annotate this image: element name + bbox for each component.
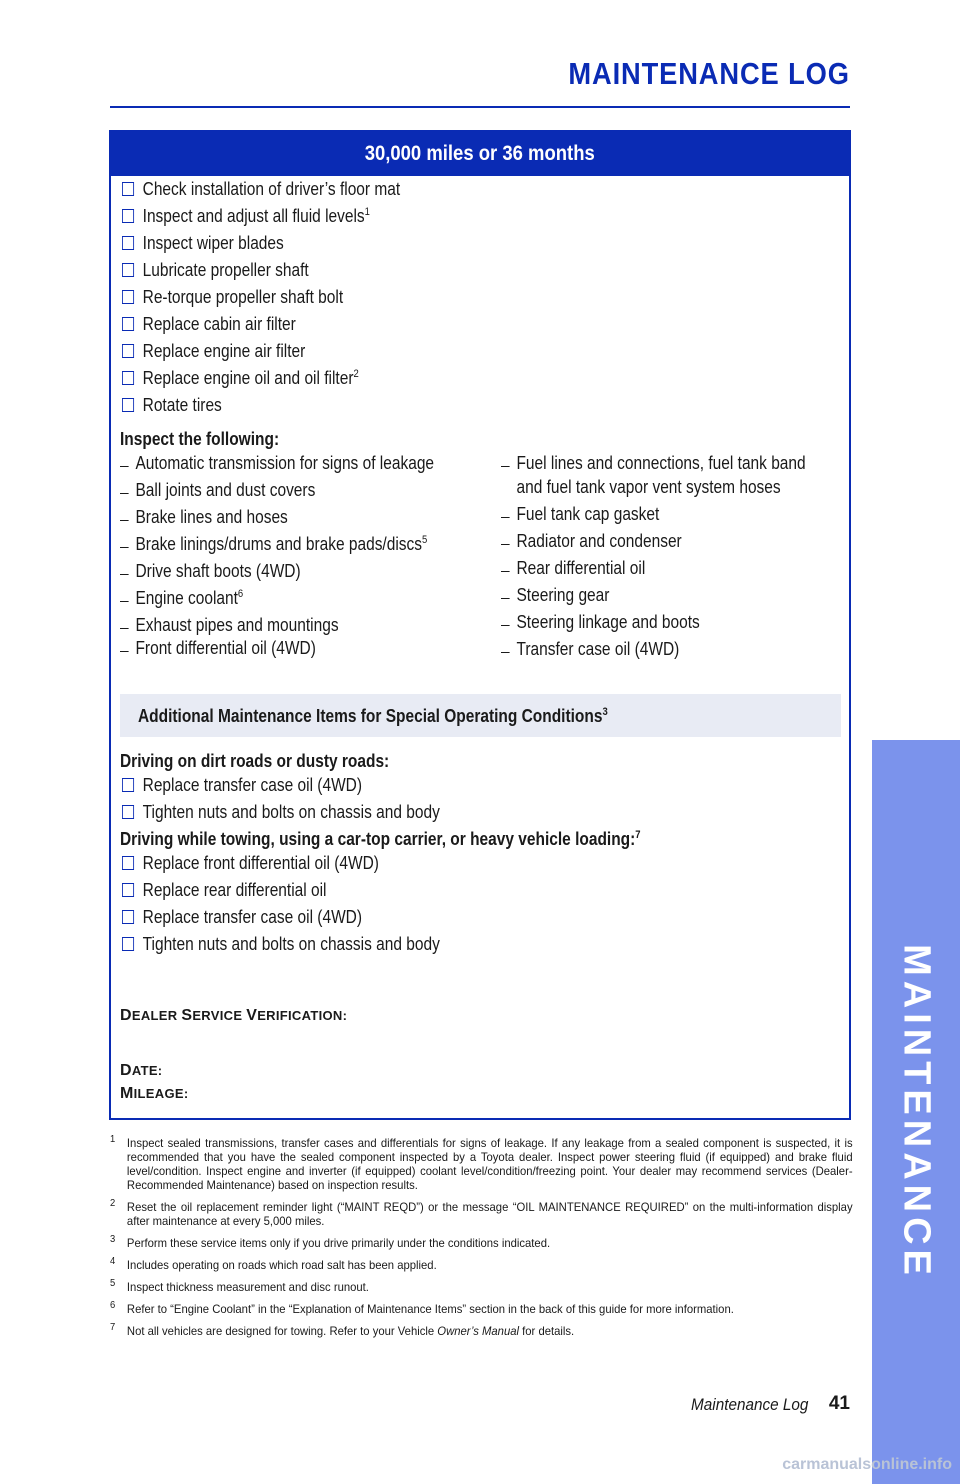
inspect-item bbox=[501, 452, 806, 474]
item-text: Fuel lines and connections, fuel tank band bbox=[516, 453, 806, 473]
item-text: Replace engine oil and oil filter bbox=[142, 368, 354, 388]
dirt-roads-heading: Driving on dirt roads or dusty roads: bbox=[120, 751, 390, 771]
inspect-item bbox=[501, 611, 700, 633]
checkbox-icon[interactable] bbox=[122, 263, 134, 277]
towing-item bbox=[122, 879, 327, 901]
inspect-item bbox=[501, 476, 781, 498]
checklist-item bbox=[122, 259, 309, 281]
inspect-item bbox=[120, 637, 316, 659]
inspect-item bbox=[501, 503, 659, 525]
inspect-item bbox=[120, 587, 243, 609]
checklist-item bbox=[122, 286, 343, 308]
footnote bbox=[110, 1302, 853, 1316]
footnote bbox=[110, 1258, 853, 1272]
item-text: Rotate tires bbox=[142, 395, 222, 415]
dash-icon bbox=[501, 544, 510, 545]
inspect-item bbox=[501, 638, 679, 660]
dirt-roads-item bbox=[122, 801, 440, 823]
dash-icon bbox=[501, 466, 510, 467]
item-text: Replace rear differential oil bbox=[142, 880, 327, 900]
footnote-text: Perform these service items only if you drive primarily under the conditions indicated. bbox=[126, 1236, 551, 1250]
checkbox-icon[interactable] bbox=[122, 209, 134, 223]
footnote-number: 7 bbox=[110, 1322, 116, 1333]
item-text: Lubricate propeller shaft bbox=[142, 260, 309, 280]
item-text: Rear differential oil bbox=[516, 558, 646, 578]
item-text: Check installation of driver’s floor mat bbox=[142, 179, 401, 199]
dealer-verification-label: DEALER SERVICE VERIFICATION: bbox=[120, 1007, 348, 1024]
towing-heading: Driving while towing, using a car-top carrier, or heavy vehicle loading:$^7$ bbox=[120, 829, 641, 849]
page-number: 41 bbox=[828, 1393, 850, 1414]
checkbox-icon[interactable] bbox=[122, 910, 134, 924]
checkbox-icon[interactable] bbox=[122, 937, 134, 951]
footnote bbox=[110, 1136, 853, 1192]
item-text: Steering gear bbox=[516, 585, 610, 605]
item-text: Fuel tank cap gasket bbox=[516, 504, 660, 524]
item-text: Brake lines and hoses bbox=[135, 507, 288, 527]
checkbox-icon[interactable] bbox=[122, 290, 134, 304]
item-text: Brake linings/drums and brake pads/discs bbox=[135, 534, 423, 554]
checklist-item bbox=[122, 178, 400, 200]
dash-icon bbox=[120, 466, 129, 467]
inspect-item bbox=[501, 557, 645, 579]
item-text: Inspect wiper blades bbox=[142, 233, 284, 253]
checkbox-icon[interactable] bbox=[122, 805, 134, 819]
side-tab-label: MAINTENANCE bbox=[895, 944, 938, 1280]
inspect-heading: Inspect the following: bbox=[120, 429, 280, 449]
dirt-roads-item bbox=[122, 774, 362, 796]
checkbox-icon[interactable] bbox=[122, 856, 134, 870]
towing-item bbox=[122, 906, 362, 928]
special-conditions-title: Additional Maintenance Items for Special Operating Conditions$^3$ bbox=[138, 706, 608, 726]
footnote bbox=[110, 1280, 853, 1294]
title-divider bbox=[110, 106, 850, 108]
dash-icon bbox=[501, 598, 510, 599]
dash-icon bbox=[501, 625, 510, 626]
footnote-text: Refer to “Engine Coolant” in the “Explanation of Maintenance Items” section in the back of this guide for more information. bbox=[126, 1302, 734, 1316]
checkbox-icon[interactable] bbox=[122, 344, 134, 358]
checklist-item bbox=[122, 205, 370, 227]
item-text: Replace front differential oil (4WD) bbox=[142, 853, 379, 873]
dash-icon bbox=[120, 601, 129, 602]
footnote-text: Inspect thickness measurement and disc runout. bbox=[126, 1280, 369, 1294]
item-text: Tighten nuts and bolts on chassis and body bbox=[142, 934, 440, 954]
item-text: Replace cabin air filter bbox=[142, 314, 296, 334]
mileage-label: MILEAGE: bbox=[120, 1085, 189, 1102]
item-text: Re-torque propeller shaft bolt bbox=[142, 287, 344, 307]
dash-icon bbox=[501, 517, 510, 518]
checklist-item bbox=[122, 232, 284, 254]
item-text: Inspect and adjust all fluid levels bbox=[142, 206, 365, 226]
checkbox-icon[interactable] bbox=[122, 236, 134, 250]
footnote-number: 4 bbox=[110, 1256, 116, 1267]
checklist-item bbox=[122, 313, 296, 335]
dash-icon bbox=[120, 520, 129, 521]
item-text: Replace transfer case oil (4WD) bbox=[142, 775, 363, 795]
footnote-text: Owner’s Manual bbox=[437, 1324, 520, 1338]
inspect-item bbox=[501, 530, 682, 552]
checklist-item bbox=[122, 340, 305, 362]
checkbox-icon[interactable] bbox=[122, 317, 134, 331]
interval-header: 30,000 miles or 36 months bbox=[111, 132, 849, 176]
inspect-item bbox=[120, 452, 434, 474]
footnote-ref: 5 bbox=[422, 534, 428, 546]
item-text: Front differential oil (4WD) bbox=[135, 638, 316, 658]
inspect-item bbox=[120, 560, 301, 582]
checklist-item bbox=[122, 394, 222, 416]
section-side-tab bbox=[872, 740, 960, 1484]
footer-section-label: Maintenance Log bbox=[690, 1395, 808, 1414]
item-text: Replace engine air filter bbox=[142, 341, 306, 361]
dash-icon bbox=[120, 493, 129, 494]
footnote-text: Inspect sealed transmissions, transfer cases and differentials for signs of leakage. If any leakage from a sealed component is suspected, it is recommended that you have the sealed component inspected by a Toyota dealer. Inspect power steering fluid (if equipped) and brake fluid level/condition. Inspect engine and inverter (if equipped) coolant level/condition/freezing point. Your dealer may recommend services (Dealer-Recommended Maintenance) based on inspection results. bbox=[126, 1136, 853, 1192]
footnote-number: 1 bbox=[110, 1134, 116, 1145]
checklist-item bbox=[122, 367, 359, 389]
inspect-item bbox=[120, 614, 339, 636]
item-text: Exhaust pipes and mountings bbox=[135, 615, 339, 635]
footnotes bbox=[110, 1136, 852, 1346]
towing-item bbox=[122, 933, 440, 955]
inspect-item bbox=[120, 533, 427, 555]
item-text: Engine coolant bbox=[135, 588, 238, 608]
item-text: Transfer case oil (4WD) bbox=[516, 639, 680, 659]
dash-icon bbox=[120, 628, 129, 629]
checkbox-icon[interactable] bbox=[122, 778, 134, 792]
page-title: MAINTENANCE LOG bbox=[568, 56, 850, 91]
item-text: Radiator and condenser bbox=[516, 531, 682, 551]
item-text: and fuel tank vapor vent system hoses bbox=[516, 477, 781, 497]
footnote-text: Not all vehicles are designed for towing. Refer to your Vehicle bbox=[126, 1324, 438, 1338]
inspect-item bbox=[120, 506, 288, 528]
item-text: Ball joints and dust covers bbox=[135, 480, 316, 500]
dash-icon bbox=[120, 547, 129, 548]
inspect-item bbox=[501, 584, 609, 606]
footnote-text: Reset the oil replacement reminder light (“MAINT REQD”) or the message “OIL MAINTENANCE REQUIRED” on the multi-information display after maintenance at every 5,000 miles. bbox=[126, 1200, 853, 1228]
checkbox-icon[interactable] bbox=[122, 371, 134, 385]
footnote-ref: 6 bbox=[237, 588, 244, 600]
item-text: Steering linkage and boots bbox=[516, 612, 700, 632]
dash-icon bbox=[120, 574, 129, 575]
footnote-number: 5 bbox=[110, 1278, 116, 1289]
item-text: Drive shaft boots (4WD) bbox=[135, 561, 301, 581]
footnote bbox=[110, 1200, 853, 1228]
item-text: Tighten nuts and bolts on chassis and body bbox=[142, 802, 440, 822]
footnote-ref: 1 bbox=[364, 206, 370, 218]
footnote-ref: 2 bbox=[353, 368, 359, 380]
date-label: DATE: bbox=[120, 1062, 163, 1079]
footnote-number: 2 bbox=[110, 1198, 116, 1209]
checkbox-icon[interactable] bbox=[122, 182, 134, 196]
special-conditions-band bbox=[120, 694, 841, 737]
item-text: Replace transfer case oil (4WD) bbox=[142, 907, 363, 927]
inspect-item bbox=[120, 479, 315, 501]
dash-icon bbox=[120, 651, 129, 652]
checkbox-icon[interactable] bbox=[122, 398, 134, 412]
towing-item bbox=[122, 852, 379, 874]
footnote-text: for details. bbox=[519, 1324, 575, 1338]
dash-icon bbox=[501, 652, 510, 653]
footnote-number: 3 bbox=[110, 1234, 116, 1245]
item-text: Automatic transmission for signs of leakage bbox=[135, 453, 435, 473]
footnote bbox=[110, 1324, 853, 1338]
watermark: carmanualsonline.info bbox=[782, 1456, 952, 1473]
footnote-number: 6 bbox=[110, 1300, 116, 1311]
footnote bbox=[110, 1236, 853, 1250]
dash-icon bbox=[501, 571, 510, 572]
footnote-text: Includes operating on roads which road salt has been applied. bbox=[126, 1258, 437, 1272]
checkbox-icon[interactable] bbox=[122, 883, 134, 897]
